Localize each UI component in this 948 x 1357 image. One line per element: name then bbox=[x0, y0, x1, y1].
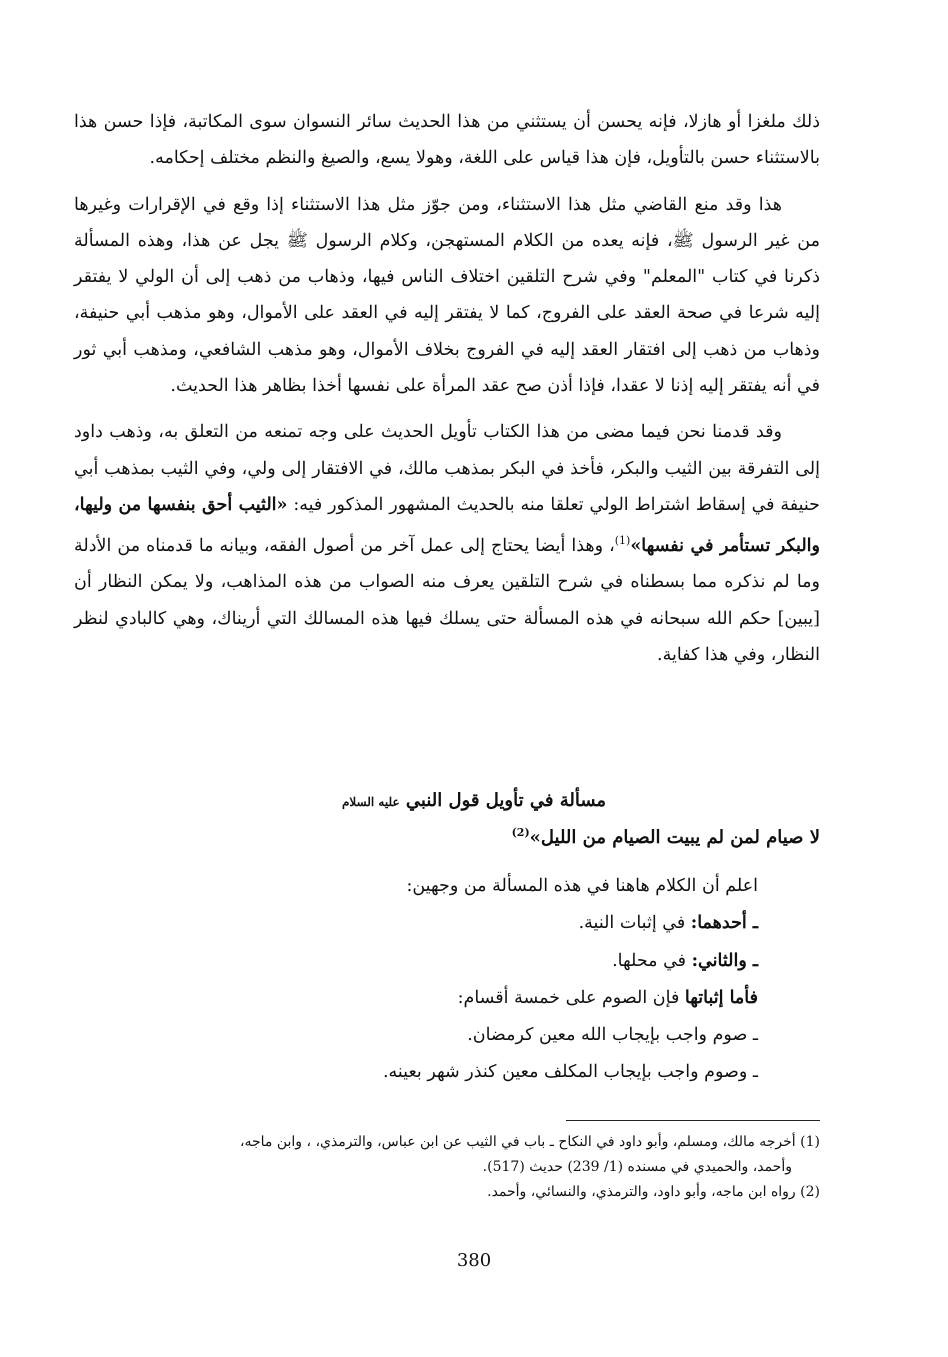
section-title: مسألة في تأويل قول النبي bbox=[405, 790, 607, 811]
paragraph-3-start: وقد قدمنا نحن فيما مضى من هذا الكتاب تأويل الحديث على وجه تمنعه من التعلق به، وذهب داود إلى التفرقة بين الثيب والبكر، فأخذ في البكر بمذهب مالك، في الافتقار إلى ولي، وفي الثيب بمذهب أبي حنيفة في إسقاط اشتراط الولي تعلقا منه بالحديث المشهور المذكور فيه: bbox=[74, 422, 820, 515]
section-heading bbox=[74, 790, 874, 811]
page-number: 380 bbox=[456, 1250, 492, 1271]
main-text bbox=[74, 104, 820, 683]
footnote-1-continued: وأحمد، والحميدي في مسنده (1/ 239) حديث (517). bbox=[482, 1159, 792, 1175]
paragraph-3-end: ، وهذا أيضا يحتاج إلى عمل آخر من أصول الفقه، وبيانه ما قدمناه من الأدلة وما لم نذكره مما بسطناه في شرح التلقين يعرف منه الصواب من هذه المذاهب، ولا يمكن النظار أن [يبين] حكم الله سبحانه في هذه المسألة حتى يسلك فيها هذه المسالك التي أريناك، وهي كالبادي لنظر النظار، وفي هذا كفاية. bbox=[74, 536, 820, 665]
hadith-quote: «الثيب أحق بنفسها من وليها، والبكر تستأمر في نفسها» bbox=[74, 494, 820, 557]
paragraph-3 bbox=[74, 414, 820, 673]
list-item: ـ وصوم واجب بإيجاب المكلف معين كنذر شهر بعينه. bbox=[382, 1062, 758, 1083]
footnote-1: (1) أخرجه مالك، ومسلم، وأبو داود في النكاح ـ باب في الثيب عن ابن عباس، والترمذي، ، وابن ماجه، bbox=[239, 1134, 820, 1150]
hadith-title: لا صيام لمن لم يبيت الصيام من الليل» bbox=[529, 827, 820, 848]
footnote-ref-2: (2) bbox=[511, 826, 530, 839]
list-item: ـ صوم واجب بإيجاب الله معين كرمضان. bbox=[467, 1025, 758, 1046]
paragraph-1: ذلك ملغزا أو هازلا، فإنه يحسن أن يستثني من هذا الحديث سائر النسوان سوى المكاتبة، فإذا حسن هذا بالاستثناء حسن بالتأويل، فإن هذا قياس على اللغة، وهولا يسع، والصيغ والنظم مختلف إحكامه. bbox=[74, 112, 820, 169]
list-item: ـ والثاني: في محلها. bbox=[612, 950, 758, 971]
footnote-2: (2) رواه ابن ماجه، وأبو داود، والترمذي، والنسائي، وأحمد. bbox=[487, 1184, 820, 1200]
list-intro: اعلم أن الكلام هاهنا في هذه المسألة من وجهين: bbox=[406, 876, 758, 896]
list-item: فأما إثباتها فإن الصوم على خمسة أقسام: bbox=[457, 987, 758, 1008]
footnote-divider bbox=[566, 1120, 820, 1121]
footnotes bbox=[74, 1130, 820, 1205]
list-item: ـ أحدهما: في إثبات النية. bbox=[578, 913, 758, 934]
honorific-glyph: عليه السلام bbox=[341, 795, 400, 809]
hadith-heading bbox=[512, 826, 820, 848]
paragraph-2: هذا وقد منع القاضي مثل هذا الاستثناء، ومن جوّز مثل هذا الاستثناء إذا وقع في الإقرارات وغيرها من غير الرسول ﷺ، فإنه يعده من الكلام المستهجن، وكلام الرسول ﷺ يجل عن هذا، وهذه المسألة ذكرنا في كتاب "المعلم" وفي شرح التلقين اختلاف الناس فيها، وذهاب من ذهب إلى أن الولي لا يفتقر إليه شرعا في صحة العقد على الفروج، كما لا يفتقر إليه في العقد على الأموال، وهو مذهب أبي حنيفة، وذهاب من ذهب إلى افتقار العقد إليه في الفروج بخلاف الأموال، وهو مذهب الشافعي، ومذهب أبي ثور في أنه يفتقر إليه إذنا لا عقدا، فإذا أذن صح عقد المرأة على نفسها أخذا بظاهر هذا الحديث. bbox=[74, 194, 820, 397]
footnote-ref-1: (1) bbox=[614, 534, 631, 548]
section-list bbox=[383, 868, 758, 1092]
